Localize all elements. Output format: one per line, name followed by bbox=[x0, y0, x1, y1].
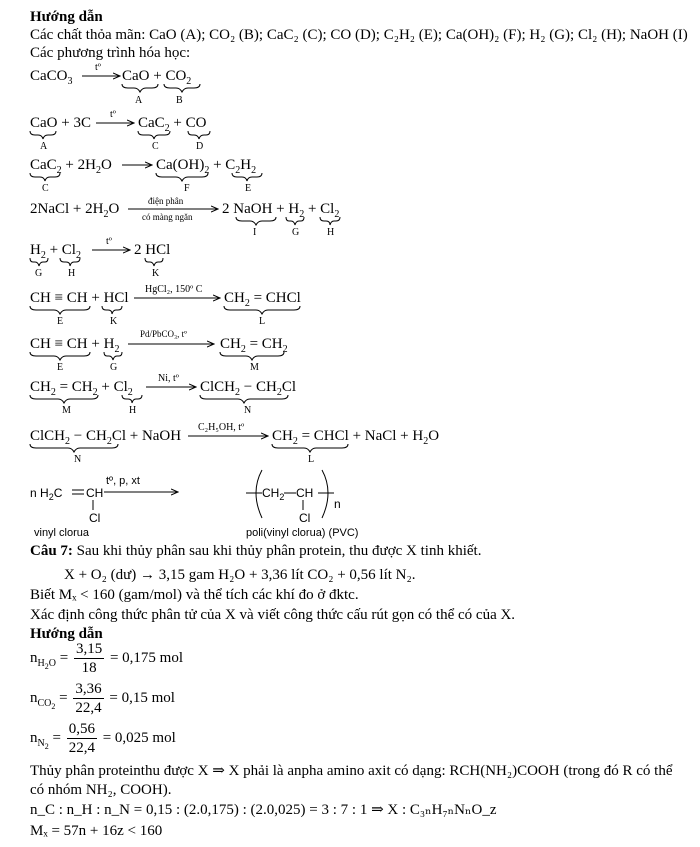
svg-text:2 NaOH + H2 + Cl2: 2 NaOH + $H_2 + Cl_2$ bbox=[222, 201, 340, 220]
svg-text:Pd/PbCO₃, tº: Pd/PbCO₃, tº bbox=[140, 329, 187, 339]
svg-text:G: G bbox=[110, 362, 118, 373]
svg-text:có màng ngăn: có màng ngăn bbox=[142, 212, 193, 222]
question-reaction: X + O₂ (dư) → 3,15 gam H₂O + 3,36 lít CO₂ + 0,56 lít N₂. bbox=[64, 567, 416, 583]
n-n2-calc: $n_{N_2}$ = $\frac{0,56}{22,4}$ = 0,025 mol bbox=[30, 721, 176, 756]
svg-text:2NaCl + 2H2O: 2NaCl + $2H_2O$ bbox=[30, 201, 120, 220]
svg-text:CaCO3: CaCO$_3$ bbox=[30, 68, 73, 87]
polymer-name: poli(vinyl clorua) (PVC) bbox=[246, 527, 359, 539]
svg-text:CH: CH bbox=[86, 486, 104, 500]
svg-text:CH2 = CHCl: $CH_2$ = CHCl bbox=[224, 290, 301, 309]
svg-text:H: H bbox=[129, 405, 137, 416]
substances-line: Các chất thỏa mãn: CaO (A); CO₂ (B); CaC₂ (C); CO (D); C₂H₂ (E); Ca(OH)₂ (F); H₂ (G); Cl₂ (H); NaOH (I) bbox=[30, 27, 688, 43]
svg-text:n: n bbox=[334, 497, 341, 511]
svg-text:H: H bbox=[68, 268, 76, 279]
svg-text:M: M bbox=[250, 362, 259, 373]
monomer-name: vinyl clorua bbox=[34, 527, 90, 539]
question-task: Xác định công thức phân tử của X và viết công thức cấu rút gọn có thể có của X. bbox=[30, 607, 516, 623]
equation-6 bbox=[30, 284, 301, 327]
svg-text:tº, p, xt: tº, p, xt bbox=[106, 475, 140, 487]
question-condition: Biết Mₓ < 160 (gam/mol) và thể tích các khí đo ở đktc. bbox=[30, 587, 359, 603]
svg-text:F: F bbox=[184, 183, 190, 194]
svg-text:CaO + CO2: CaO + $CO_2$ bbox=[122, 68, 192, 87]
svg-text:H2 + Cl2: $H_2 + Cl_2$ bbox=[30, 242, 81, 261]
svg-text:CH ≡ CH + HCl: CH ≡ CH + HCl bbox=[30, 290, 129, 306]
svg-text:ClCH2 − CH2Cl + NaOH: ClCH$_2$ − $CH_2Cl$ + NaOH bbox=[30, 428, 182, 447]
svg-text:Ni, tº: Ni, tº bbox=[158, 373, 179, 384]
equation-3 bbox=[30, 157, 262, 194]
equation-5 bbox=[30, 236, 170, 279]
svg-text:CH ≡ CH + H2: CH ≡ CH + $H_2$ bbox=[30, 336, 120, 355]
heat-label-1: tº bbox=[95, 62, 101, 73]
svg-text:C₂H₅OH, tº: C₂H₅OH, tº bbox=[198, 422, 245, 433]
equations-intro: Các phương trình hóa học: bbox=[30, 45, 191, 61]
svg-text:Cl: Cl bbox=[89, 511, 101, 525]
svg-text:E: E bbox=[57, 362, 64, 373]
equation-4 bbox=[30, 196, 340, 238]
svg-text:ClCH2 − CH2Cl: ClCH$_2$ − $CH_2Cl$ bbox=[200, 379, 296, 398]
svg-text:C: C bbox=[152, 141, 159, 152]
svg-text:CaC2 + 2H2O: $CaC_2 + 2H_2O$ bbox=[30, 157, 112, 176]
svg-text:G: G bbox=[292, 227, 300, 238]
svg-text:A: A bbox=[40, 141, 48, 152]
svg-text:CaC2 + CO: CaC$_2$ + CO bbox=[138, 115, 207, 134]
svg-text:K: K bbox=[110, 316, 118, 327]
svg-text:CaO + 3C: CaO + 3C bbox=[30, 115, 91, 131]
equation-2 bbox=[30, 109, 210, 152]
equation-8 bbox=[30, 373, 296, 416]
svg-text:CH2 = CH2 + Cl2: $CH_2 = CH_2 + Cl_2$ bbox=[30, 379, 133, 398]
svg-text:CH2: $CH_2$ bbox=[262, 486, 285, 502]
question-text: Sau khi thủy phân sau khi thủy phân protein, thu được X tinh khiết. bbox=[76, 543, 482, 559]
question-label: Câu 7: bbox=[30, 543, 73, 559]
question-line bbox=[30, 542, 481, 560]
svg-text:L: L bbox=[259, 316, 266, 327]
svg-text:Cl: Cl bbox=[299, 511, 311, 525]
svg-text:H: H bbox=[327, 227, 335, 238]
n-co2-calc: $n_{CO_2}$ = $\frac{3,36}{22,4}$ = 0,15 mol bbox=[30, 681, 175, 716]
polymerization-equation bbox=[30, 470, 358, 539]
svg-text:CH: CH bbox=[296, 486, 314, 500]
n-h2o-calc: $n_{H_2O}$ = $\frac{3,15}{18}$ = 0,175 mol bbox=[30, 641, 183, 676]
svg-text:CH2 = CH2: $CH_2 = CH_2$ bbox=[220, 336, 288, 355]
svg-text:điện phân: điện phân bbox=[148, 196, 184, 206]
svg-text:M: M bbox=[62, 405, 71, 416]
hydrolysis-text-2: có nhóm NH₂, COOH). bbox=[30, 782, 172, 798]
svg-text:HgCl₂, 150º C: HgCl₂, 150º C bbox=[145, 284, 203, 295]
svg-text:tº: tº bbox=[106, 236, 112, 247]
svg-text:E: E bbox=[57, 316, 64, 327]
equation-1 bbox=[30, 62, 200, 106]
svg-text:CH2 = CHCl + NaCl + H2O: $CH_2$ = CHCl + NaCl + $H_2O$ bbox=[272, 428, 440, 447]
svg-text:Ca(OH)2 + C2H2: $Ca(OH)_2 + C_2H_2$ bbox=[156, 157, 257, 176]
svg-text:C: C bbox=[42, 183, 49, 194]
svg-text:K: K bbox=[152, 268, 160, 279]
element-ratio: n_C : n_H : n_N = 0,15 : (2.0,175) : (2.0,025) = 3 : 7 : 1 ⇒ X : C₃ₙH₇ₙNₙO_z bbox=[30, 802, 497, 818]
equation-7 bbox=[30, 329, 288, 373]
svg-text:G: G bbox=[35, 268, 43, 279]
equation-9 bbox=[30, 422, 439, 465]
hydrolysis-text-1: Thủy phân proteinthu được X ⇒ X phải là anpha amino axit có dạng: RCH(NH₂)COOH (trong đó R có thể bbox=[30, 763, 673, 779]
svg-text:L: L bbox=[308, 454, 315, 465]
svg-text:N: N bbox=[244, 405, 252, 416]
answer-title: Hướng dẫn bbox=[30, 626, 103, 642]
molar-mass-condition: Mₓ = 57n + 16z < 160 bbox=[30, 823, 163, 839]
svg-text:2 HCl: 2 HCl bbox=[134, 242, 171, 258]
svg-text:N: N bbox=[74, 454, 82, 465]
svg-text:A: A bbox=[135, 95, 143, 106]
svg-text:D: D bbox=[196, 141, 204, 152]
svg-text:I: I bbox=[253, 227, 257, 238]
guide-title: Hướng dẫn bbox=[30, 9, 103, 25]
svg-text:B: B bbox=[176, 95, 183, 106]
svg-text:tº: tº bbox=[110, 109, 116, 120]
svg-text:E: E bbox=[245, 183, 252, 194]
svg-text:n H2C: n $H_2C$ bbox=[30, 486, 63, 502]
